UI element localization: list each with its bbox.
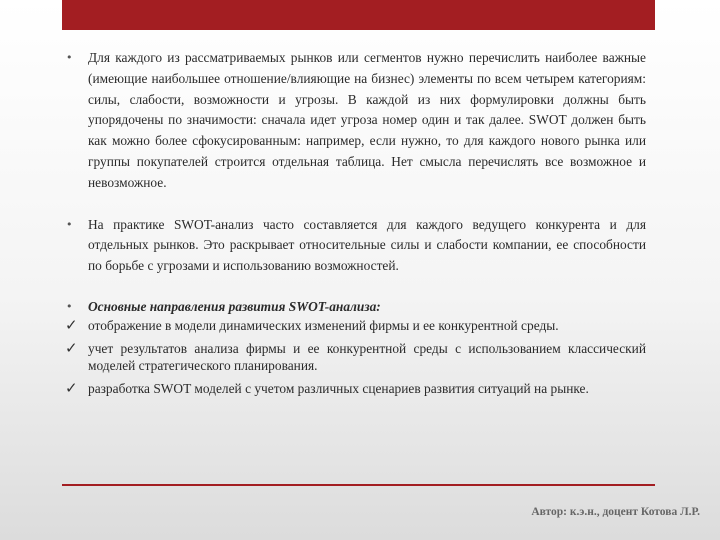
paragraph-text: На практике SWOT-анализ часто составляется для каждого ведущего конкурента и для отдельных рынков. Это раскрывает относительные силы и слабости компании, ее способности по борьбе с угрозами и использованию возможностей.: [88, 216, 646, 274]
checkmark-icon: ✓: [65, 315, 78, 334]
footer-divider: [62, 484, 655, 486]
directions-title-text: Основные направления развития SWOT-анализа: [88, 298, 377, 314]
direction-item-text: разработка SWOT моделей с учетом различных сценариев развития ситуаций на рынке.: [88, 380, 589, 396]
direction-item: [62, 340, 646, 374]
bullet-icon: •: [66, 51, 73, 64]
header-bar: [62, 0, 655, 30]
direction-item-text: отображение в модели динамических изменений фирмы и ее конкурентной среды.: [88, 317, 559, 333]
directions-title: [62, 297, 646, 317]
bullet-icon: •: [66, 299, 73, 313]
paragraph-swot-practice: [62, 215, 646, 277]
paragraph-swot-priorities: [62, 48, 646, 194]
direction-item: [62, 380, 646, 397]
directions-title-colon: :: [376, 298, 381, 314]
direction-item: [62, 317, 646, 334]
checkmark-icon: ✓: [65, 338, 78, 357]
slide-content: [62, 48, 646, 403]
directions-section: [62, 297, 646, 397]
author-credit: Автор: к.э.н., доцент Котова Л.Р.: [531, 506, 700, 518]
paragraph-text: Для каждого из рассматриваемых рынков или сегментов нужно перечислить наиболее важные (имеющие наибольшее отношение/влияющие на бизнес) элементы по всем четырем категориям: силы, слабости, возможности и угрозы. В каждой из них формулировки должны быть упорядочены по значимости: сначала идет угроза номер один и так далее. SWOT должен быть как можно более сфокусированным: например, если нужно, то для каждого нового рынка или группы покупателей строится отдельная таблица. Нет смысла перечислять все возможное и невозможное.: [88, 50, 646, 190]
direction-item-text: учет результатов анализа фирмы и ее конкурентной среды с использованием классический моделей стратегического планирования.: [88, 340, 646, 373]
bullet-icon: •: [66, 217, 73, 231]
checkmark-icon: ✓: [65, 378, 78, 397]
